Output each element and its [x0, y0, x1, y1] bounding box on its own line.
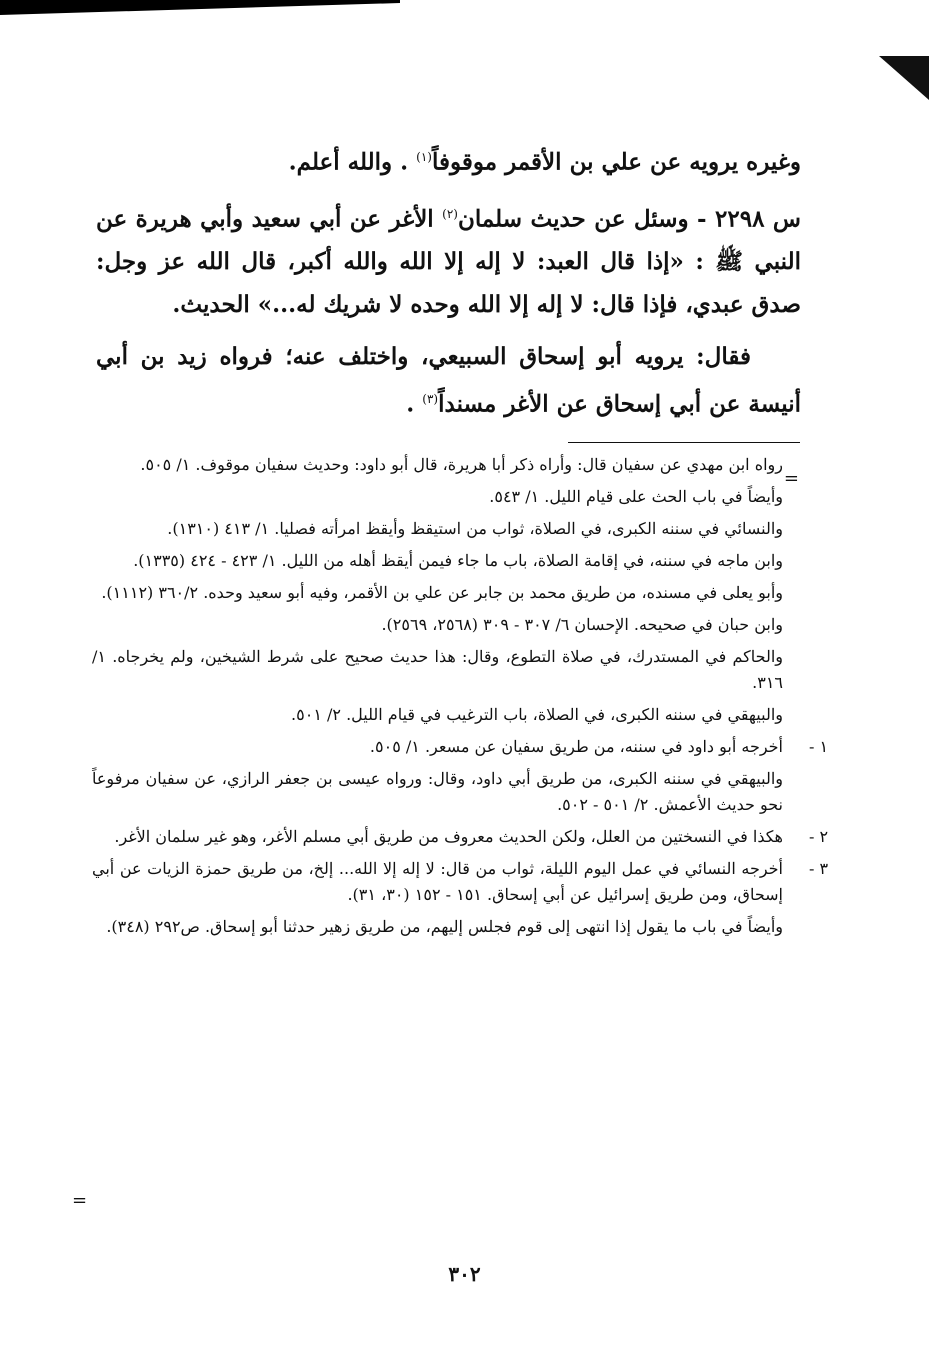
footnote-continued-line: والبيهقي في سننه الكبرى، في الصلاة، باب الترغيب في قيام الليل. ٢/ ٥٠١.: [291, 705, 783, 724]
page-number: ٣٠٢: [448, 1262, 481, 1286]
continuation-mark-start: =: [783, 468, 799, 489]
footnote-ref-3[interactable]: (٣): [422, 392, 439, 407]
footnote-1-continuation: والبيهقي في سننه الكبرى، من طريق أبي داود، وقال: ورواه عيسى بن جعفر الرازي، عن سفيان مرفوعاً نحو حديث الأعمش. ٢/ ٥٠١ - ٥٠٢.: [92, 769, 783, 814]
footnote-continued-line: والنسائي في سننه الكبرى، في الصلاة، ثواب من استيقظ وأيقظ امرأته فصليا. ١/ ٤١٣ (١٣١٠).: [167, 519, 783, 538]
footnotes: [92, 452, 829, 946]
footnote-3-continuation: وأيضاً في باب ما يقول إذا انتهى إلى قوم فجلس إليهم، من طريق زهير حدثنا أبو إسحاق. ص٢٩٢ (٣٤٨).: [106, 917, 783, 936]
scan-corner-mark: [879, 56, 929, 100]
footnote-3: [92, 856, 829, 908]
scan-edge-mark: [0, 0, 400, 16]
footnote-ref-2[interactable]: (٢): [442, 206, 458, 221]
footnote-number: ٣ -: [809, 859, 829, 878]
footnote-continued-line: وأبو يعلى في مسنده، من طريق محمد بن جابر عن علي بن الأقمر، وفيه أبو سعيد وحده. ٣٦٠/٢ (١١١٢).: [101, 583, 783, 602]
question-2298: س ٢٢٩٨ - وسئل عن حديث سلمان$^{(٢)}$ الأغر عن أبي سعيد وأبي هريرة عن النبي ﷺ : «إذا قال العبد: لا إله إلا الله والله أكبر، قال الله عز وجل: صدق عبدي، فإذا قال: لا إله إلا الله وحده لا شريك له...» الحديث.: [96, 205, 801, 319]
footnote-text: أخرجه النسائي في عمل اليوم الليلة، ثواب من قال: لا إله إلا الله... إلخ، من طريق حمزة الزيات عن أبي إسحاق، ومن طريق إسرائيل عن أبي إسحاق. ١٥١ - ١٥٢ (٣٠، ٣١).: [92, 859, 783, 904]
footnote-continued-line: وأيضاً في باب الحث على قيام الليل. ١/ ٥٤٣.: [489, 487, 783, 506]
footnote-continued-line: وابن حبان في صحيحه. الإحسان ٦/ ٣٠٧ - ٣٠٩ (٢٥٦٨، ٢٥٦٩).: [381, 615, 783, 634]
footnote-text: هكذا في النسختين من العلل، ولكن الحديث معروف من طريق أبي مسلم الأغر، وهو غير سلمان الأغر.: [114, 827, 783, 846]
footnote-continued-line: والحاكم في المستدرك، في صلاة التطوع، وقال: هذا حديث صحيح على شرط الشيخين، ولم يخرجاه. ١/ ٣١٦.: [92, 647, 783, 692]
answer-paragraph: فقال: يرويه أبو إسحاق السبيعي، واختلف عنه؛ فرواه زيد بن أبي أنيسة عن أبي إسحاق عن الأغر مسنداً$^{(٣)}$ .: [96, 343, 801, 418]
continuation-mark-end: =: [72, 1190, 88, 1211]
paragraph-continuation: وغيره يرويه عن علي بن الأقمر موقوفاً$^{(١)}$ . والله أعلم.: [288, 148, 801, 176]
main-text: [96, 136, 801, 435]
footnote-separator: [568, 442, 800, 443]
footnote-ref-1[interactable]: (١): [416, 150, 432, 164]
footnote-number: ١ -: [809, 737, 829, 756]
footnote-continued-line: وابن ماجه في سننه، في إقامة الصلاة، باب ما جاء فيمن أيقظ أهله من الليل. ١/ ٤٢٣ - ٤٢٤ (١٣٣٥).: [133, 551, 783, 570]
footnote-1: [92, 734, 829, 760]
footnote-continued-line: رواه ابن مهدي عن سفيان قال: وأراه ذكر أبا هريرة، قال أبو داود: وحديث سفيان موقوف. ١/ ٥٠٥.: [140, 455, 783, 474]
footnote-2: [92, 824, 829, 850]
footnote-text: أخرجه أبو داود في سننه، من طريق سفيان عن مسعر. ١/ ٥٠٥.: [369, 737, 783, 756]
footnote-number: ٢ -: [809, 827, 829, 846]
